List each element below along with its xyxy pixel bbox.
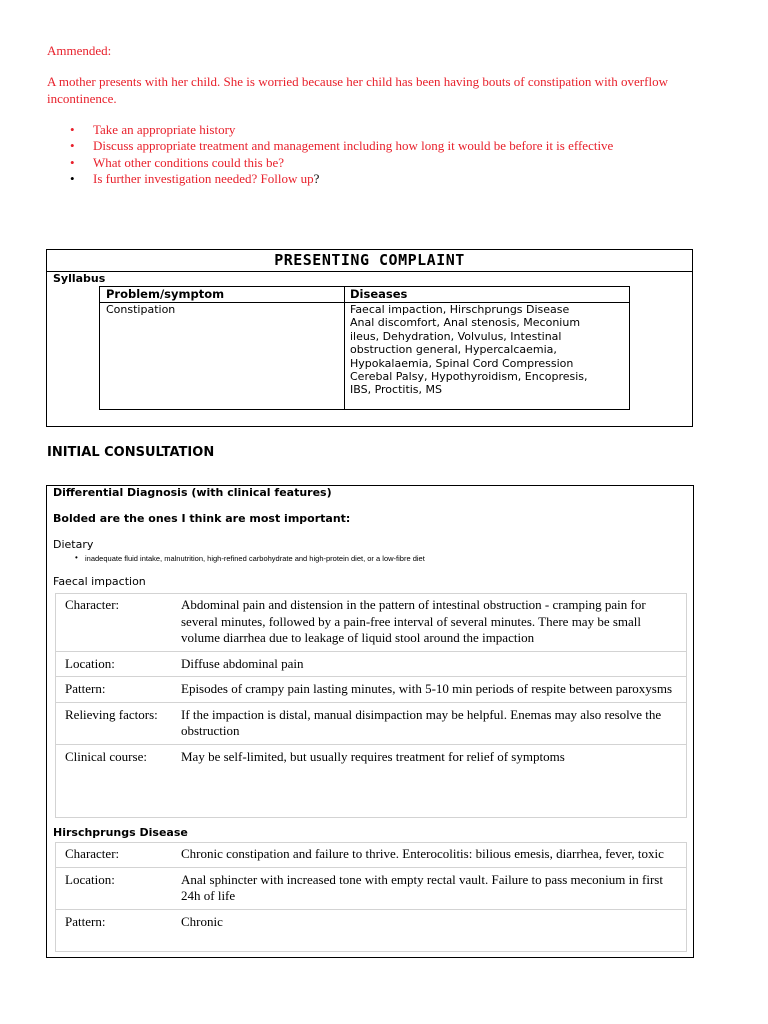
differential-title: Differential Diagnosis (with clinical features) — [53, 486, 332, 499]
table-row — [55, 744, 687, 769]
disease-line: ileus, Dehydration, Volvulus, Intestinal — [350, 329, 562, 343]
hirschprungs-table — [55, 842, 687, 934]
diseases-cell — [350, 303, 588, 397]
task-text: What other conditions could this be? — [93, 154, 284, 170]
syllabus-column-divider — [344, 287, 345, 409]
feature-key: Location: — [55, 651, 171, 677]
table-row — [55, 593, 687, 651]
feature-value: Anal sphincter with increased tone with empty rectal vault. Failure to pass meconium in first 24h of life — [171, 867, 687, 909]
presenting-complaint-title: PRESENTING COMPLAINT — [47, 250, 692, 272]
differential-diagnosis-box — [46, 485, 694, 958]
table-row — [55, 651, 687, 677]
dietary-item: • inadequate fluid intake, malnutrition, high-refined carbohydrate and high-protein diet, or a low-fibre diet — [85, 554, 425, 563]
feature-value: Abdominal pain and distension in the pattern of intestinal obstruction - cramping pain for several minutes, followed by a pain-free interval of several minutes. There may be small volume diarrhea due to leakage of liquid stool around the impaction — [181, 597, 646, 645]
scenario-text: A mother presents with her child. She is worried because her child has been having bouts of constipation with overflow incontinence. — [47, 74, 668, 106]
faecal-impaction-label: Faecal impaction — [53, 575, 146, 588]
disease-line: Hypokalaemia, Spinal Cord Compression — [350, 356, 574, 370]
feature-value: Chronic constipation and failure to thrive. Enterocolitis: bilious emesis, diarrhea, fever, toxic — [181, 846, 664, 861]
feature-key: Clinical course: — [55, 744, 171, 769]
task-text: Is further investigation needed? Follow up — [93, 170, 314, 186]
feature-value: Chronic — [171, 909, 687, 934]
task-item — [47, 155, 613, 171]
bolded-note: Bolded are the ones I think are most important: — [53, 512, 351, 525]
header-diseases: Diseases — [350, 287, 408, 301]
feature-key: Relieving factors: — [55, 702, 171, 744]
syllabus-label: Syllabus — [53, 272, 106, 285]
syllabus-table — [99, 286, 630, 410]
hirschprungs-label: Hirschprungs Disease — [53, 826, 188, 839]
initial-consultation-heading: INITIAL CONSULTATION — [47, 445, 215, 460]
feature-value: Episodes of crampy pain lasting minutes, with 5-10 min periods of respite between paroxysms — [171, 677, 687, 703]
feature-key: Character: — [65, 846, 120, 861]
disease-line: Faecal impaction, Hirschprungs Disease — [350, 303, 570, 316]
task-text: Take an appropriate history — [93, 122, 236, 137]
amended-label: Ammended: — [47, 43, 112, 58]
table-row — [55, 702, 687, 744]
task-list — [47, 122, 613, 187]
feature-value: May be self-limited, but usually requires treatment for relief of symptoms — [171, 744, 687, 769]
feature-value: If the impaction is distal, manual disimpaction may be helpful. Enemas may also resolve the obstruction — [171, 702, 687, 744]
disease-line: IBS, Proctitis, MS — [350, 383, 443, 397]
disease-line: Cerebal Palsy, Hypothyroidism, Encopresis, — [350, 370, 588, 384]
feature-key: Location: — [55, 867, 171, 909]
disease-line: obstruction general, Hypercalcaemia, — [350, 343, 557, 357]
faecal-impaction-table — [55, 593, 687, 769]
task-item — [47, 171, 613, 187]
table-row — [55, 867, 687, 909]
feature-key: Character: — [65, 597, 120, 612]
feature-key: Pattern: — [55, 909, 171, 934]
disease-line: Anal discomfort, Anal stenosis, Meconium — [350, 316, 581, 330]
problem-cell: Constipation — [106, 303, 176, 316]
task-question-mark: ? — [313, 170, 320, 186]
dietary-label: Dietary — [53, 538, 94, 551]
presenting-complaint-box — [46, 249, 693, 427]
task-item — [47, 138, 613, 154]
table-row — [55, 677, 687, 703]
task-item — [47, 122, 613, 138]
table-row — [55, 909, 687, 934]
feature-value: Diffuse abdominal pain — [171, 651, 687, 677]
task-text: Discuss appropriate treatment and management including how long it would be before it is effective — [93, 138, 614, 154]
table-row — [55, 842, 687, 867]
feature-key: Pattern: — [55, 677, 171, 703]
header-problem-symptom: Problem/symptom — [106, 287, 225, 301]
